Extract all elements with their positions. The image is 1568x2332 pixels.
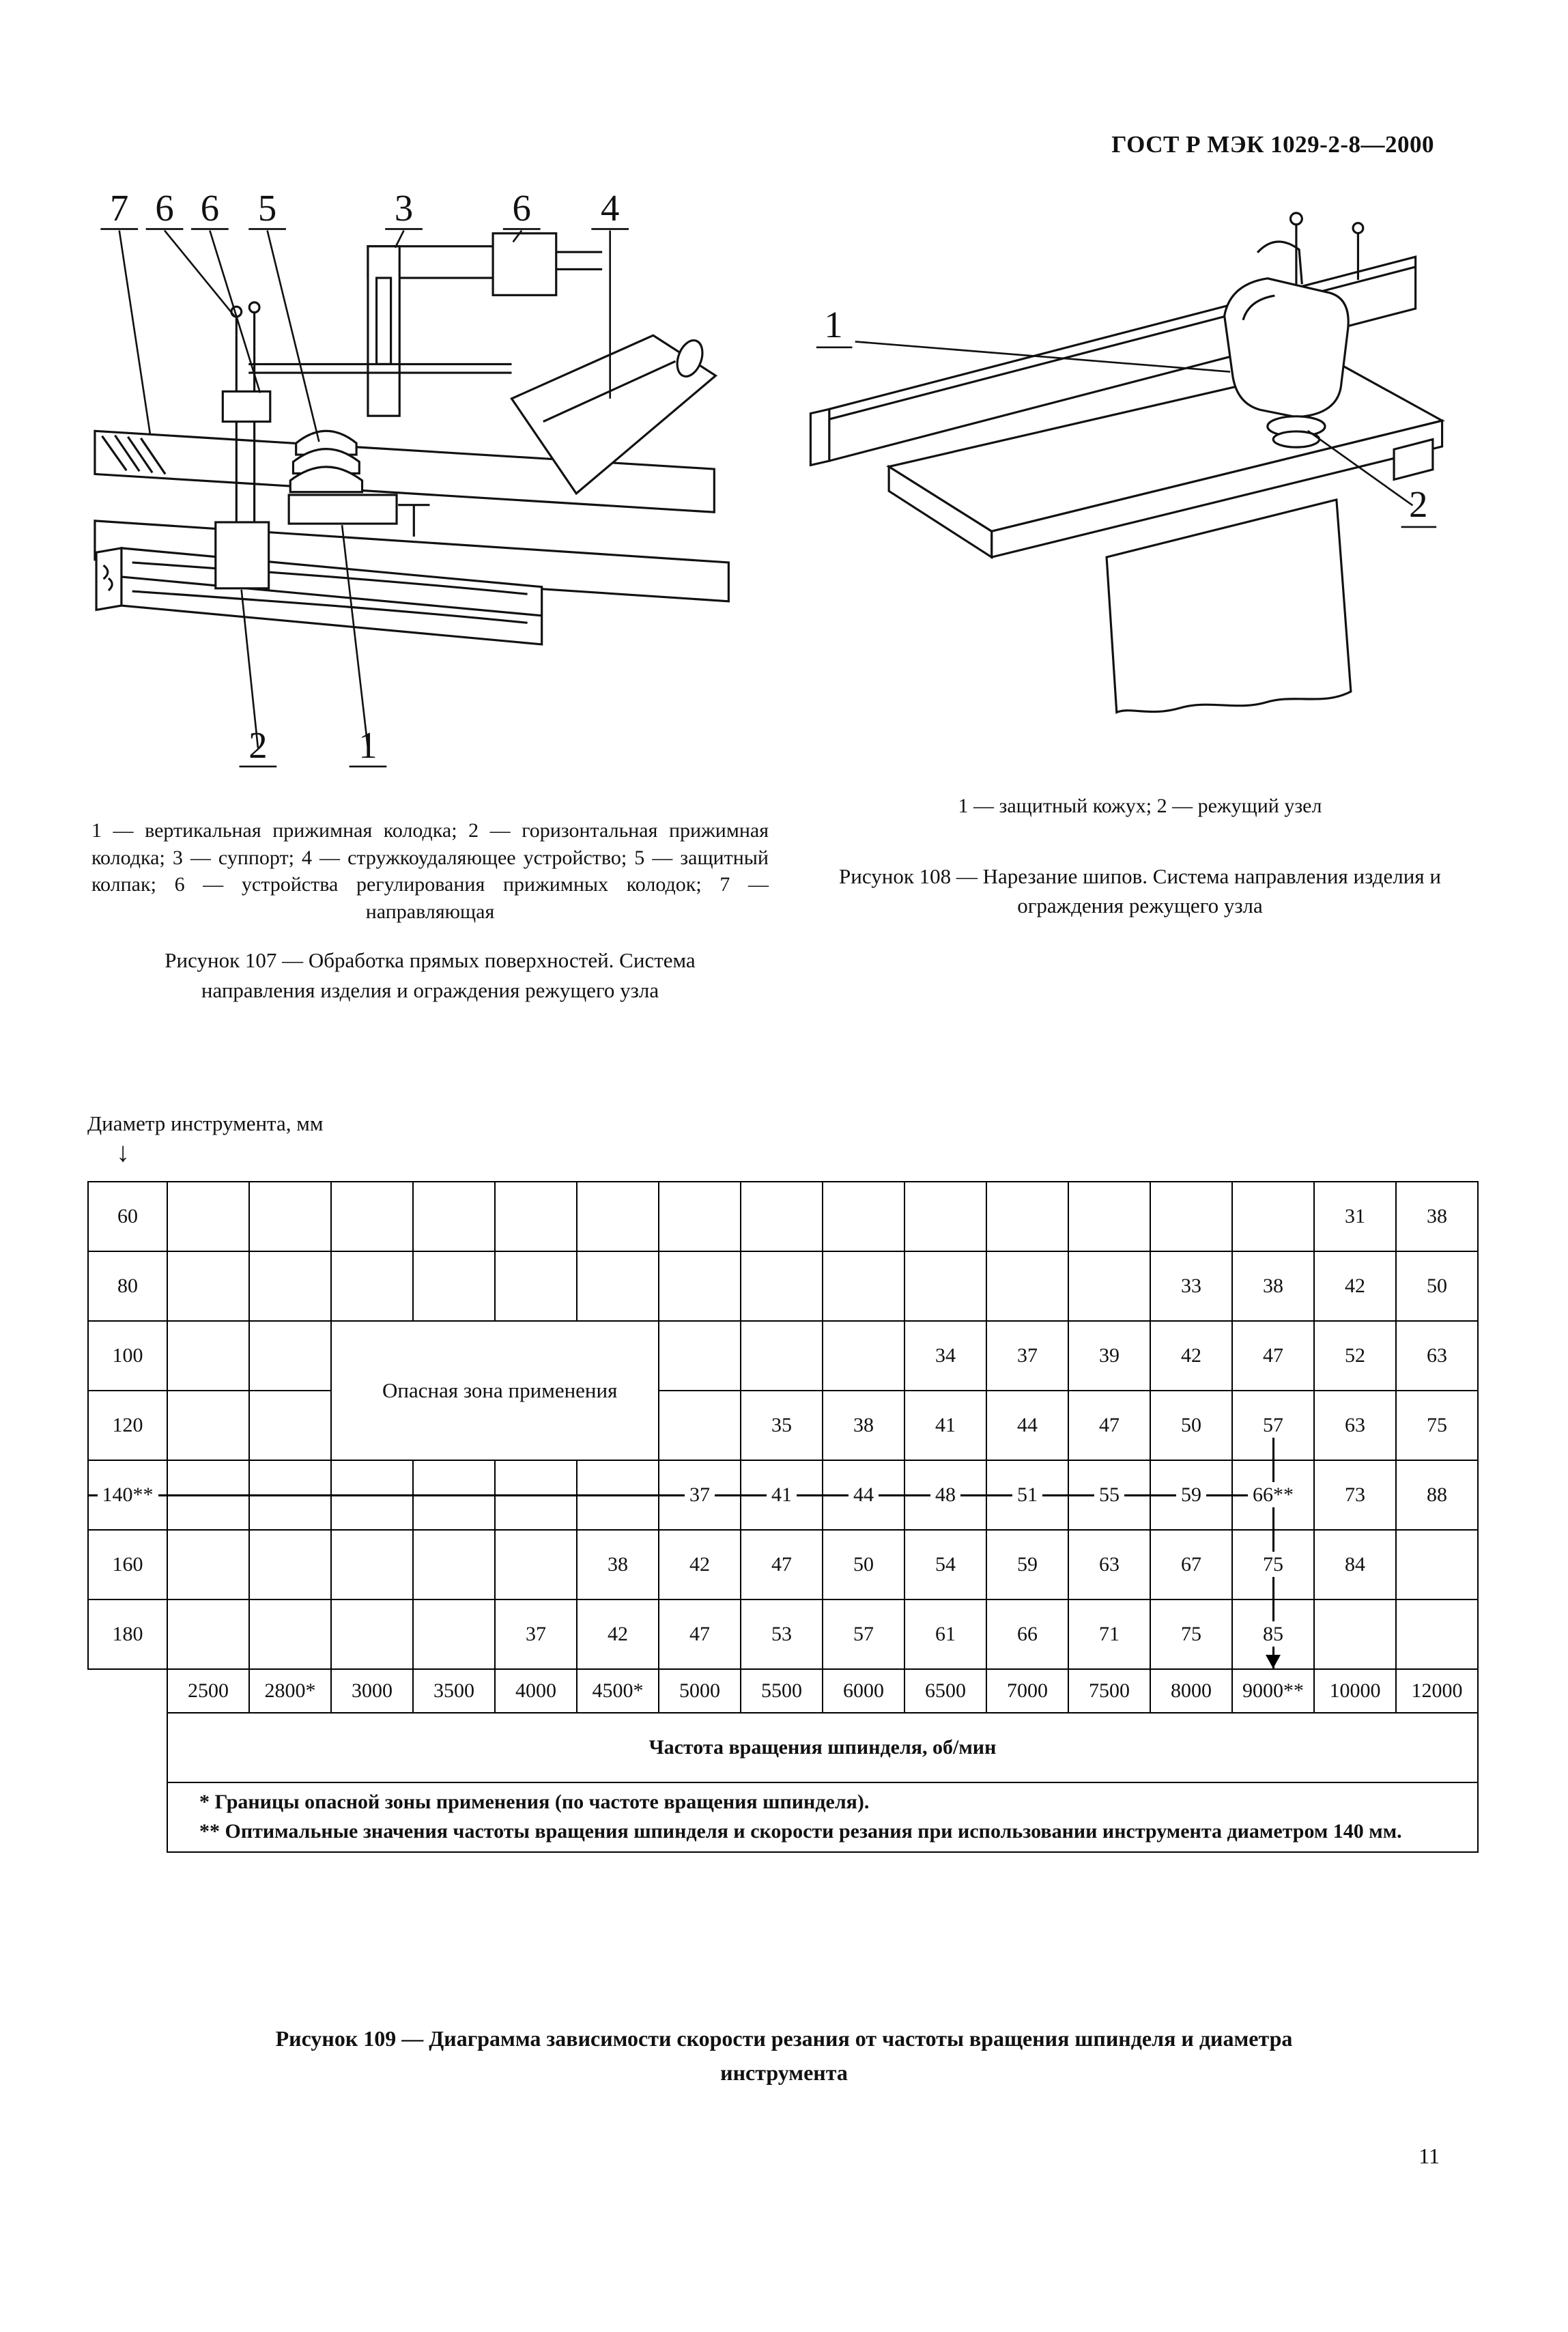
chart-cell (741, 1251, 823, 1321)
figure-107-legend: 1 — вертикальная прижимная колодка; 2 — горизонтальная прижимная колодка; 3 — суппорт; 4 — стружкоудаляющее устройство; 5 — защитный колпак; 6 — устройства регулирования прижимных колодок; 7 — направляющая (91, 819, 769, 923)
chart-cell (249, 1599, 331, 1669)
chart-cell (1068, 1251, 1150, 1321)
chart-cell (495, 1530, 577, 1599)
chart-cell: 42 (577, 1599, 659, 1669)
speed-chart-table (87, 1181, 1479, 1853)
chart-cell: 55 (1068, 1460, 1150, 1530)
chart-cell (823, 1321, 904, 1391)
chart-cell: 88 (1396, 1460, 1478, 1530)
chart-cell (659, 1251, 741, 1321)
speed-cell: 8000 (1150, 1669, 1232, 1713)
diameter-label: 180 (88, 1599, 167, 1669)
figure-107-block (82, 183, 778, 1005)
danger-zone-label: Опасная зона применения (382, 1378, 618, 1403)
figure-108 (792, 199, 1488, 774)
chart-cell (167, 1182, 249, 1251)
chart-cell: 63 (1396, 1321, 1478, 1391)
chart-cell: 42 (1150, 1321, 1232, 1391)
danger-zone-cell (331, 1321, 659, 1460)
chart-cell (823, 1251, 904, 1321)
x-axis-row (88, 1713, 1478, 1782)
speed-cell: 7000 (986, 1669, 1068, 1713)
chart-cell: 48 (904, 1460, 986, 1530)
chart-cell: 50 (1150, 1391, 1232, 1460)
chart-cell (577, 1251, 659, 1321)
chart-cell: 63 (1314, 1391, 1396, 1460)
speed-cell: 5500 (741, 1669, 823, 1713)
chart-cell (495, 1460, 577, 1530)
chart-cell (249, 1182, 331, 1251)
chart-cell: 85 (1232, 1599, 1314, 1669)
chart-cell: 35 (741, 1391, 823, 1460)
speed-cell: 2500 (167, 1669, 249, 1713)
speed-cell: 10000 (1314, 1669, 1396, 1713)
chart-cell (577, 1460, 659, 1530)
chart-cell (413, 1182, 495, 1251)
chart-row (88, 1391, 1478, 1460)
callout-6a: 6 (155, 186, 174, 229)
speed-cell: 9000** (1232, 1669, 1314, 1713)
chart-cell (249, 1530, 331, 1599)
chart-cell: 31 (1314, 1182, 1396, 1251)
chart-cell (249, 1321, 331, 1391)
chart-cell: 41 (741, 1460, 823, 1530)
chart-cell: 44 (823, 1460, 904, 1530)
chart-cell (167, 1251, 249, 1321)
callout-3: 3 (394, 186, 414, 229)
chart-row (88, 1251, 1478, 1321)
chart-cell: 75 (1150, 1599, 1232, 1669)
diameter-label: 80 (88, 1251, 167, 1321)
chart-cell: 52 (1314, 1321, 1396, 1391)
callout-7: 7 (110, 186, 129, 229)
chart-cell: 34 (904, 1321, 986, 1391)
figure-107-drawing (82, 183, 765, 794)
machine-107 (95, 233, 728, 644)
speed-cell: 3500 (413, 1669, 495, 1713)
chart-cell: 47 (659, 1599, 741, 1669)
chart-cell (167, 1599, 249, 1669)
chart-cell (659, 1182, 741, 1251)
footnotes-row (88, 1782, 1478, 1852)
speed-cell: 4500* (577, 1669, 659, 1713)
chart-cell: 47 (1232, 1321, 1314, 1391)
callout-2: 2 (1409, 483, 1428, 526)
chart-cell (986, 1251, 1068, 1321)
chart-cell (167, 1460, 249, 1530)
footnote: ** Оптимальные значения частоты вращения шпинделя и скорости резания при использовании инструмента диаметром 140 мм. (199, 1820, 1402, 1843)
figure-107 (82, 183, 778, 794)
diameter-label: 60 (88, 1182, 167, 1251)
speed-row (88, 1669, 1478, 1713)
speed-cell: 4000 (495, 1669, 577, 1713)
speed-cell: 6000 (823, 1669, 904, 1713)
chart-cell: 38 (823, 1391, 904, 1460)
figure-108-block (778, 183, 1488, 1005)
chart-cell: 67 (1150, 1530, 1232, 1599)
chart-cell: 71 (1068, 1599, 1150, 1669)
chart-cell: 75 (1396, 1391, 1478, 1460)
y-axis-label: Диаметр инструмента, мм (87, 1111, 324, 1135)
chart-cell: 44 (986, 1391, 1068, 1460)
chart-cell: 38 (1396, 1182, 1478, 1251)
chart-cell (167, 1391, 249, 1460)
chart-cell (495, 1251, 577, 1321)
chart-cell: 63 (1068, 1530, 1150, 1599)
down-arrow-icon: ↓ (116, 1137, 130, 1167)
page-number: 11 (1419, 2144, 1440, 2168)
chart-cell: 51 (986, 1460, 1068, 1530)
diameter-label: 160 (88, 1530, 167, 1599)
chart-cell: 57 (1232, 1391, 1314, 1460)
chart-cell: 59 (986, 1530, 1068, 1599)
chart-cell (249, 1460, 331, 1530)
figure-108-drawing (792, 199, 1474, 774)
chart-cell (413, 1251, 495, 1321)
chart-cell: 61 (904, 1599, 986, 1669)
speed-cell: 3000 (331, 1669, 413, 1713)
chart-cell: 37 (986, 1321, 1068, 1391)
figure-109-caption: Рисунок 109 — Диаграмма зависимости скорости резания от частоты вращения шпинделя и диаметра инструмента (275, 2026, 1293, 2085)
chart-cell (823, 1182, 904, 1251)
chart-cell: 50 (823, 1530, 904, 1599)
chart-cell: 50 (1396, 1251, 1478, 1321)
chart-cell (413, 1460, 495, 1530)
figure-108-caption: Рисунок 108 — Нарезание шипов. Система направления изделия и ограждения режущего узла (839, 864, 1441, 918)
chart-cell: 73 (1314, 1460, 1396, 1530)
chart-cell (904, 1251, 986, 1321)
diameter-label: 100 (88, 1321, 167, 1391)
figure-107-caption: Рисунок 107 — Обработка прямых поверхностей. Система направления изделия и ограждения режущего узла (165, 948, 696, 1002)
chart-row (88, 1460, 1478, 1530)
speed-cell: 7500 (1068, 1669, 1150, 1713)
callout-2: 2 (248, 724, 268, 767)
chart-cell: 37 (659, 1460, 741, 1530)
chart-cell (167, 1530, 249, 1599)
chart-cell: 42 (1314, 1251, 1396, 1321)
speed-chart-section (87, 1111, 1480, 1853)
callout-6b: 6 (200, 186, 220, 229)
chart-cell: 37 (495, 1599, 577, 1669)
callout-5: 5 (257, 186, 277, 229)
figure-109-caption-wrap (0, 2022, 1568, 2090)
chart-cell: 39 (1068, 1321, 1150, 1391)
figures-row (82, 183, 1488, 1005)
chart-cell (1396, 1599, 1478, 1669)
figure-108-legend: 1 — защитный кожух; 2 — режущий узел (958, 795, 1322, 817)
diameter-label: 120 (88, 1391, 167, 1460)
document-header: ГОСТ Р МЭК 1029-2-8—2000 (1111, 131, 1434, 158)
chart-cell (413, 1599, 495, 1669)
chart-cell (331, 1251, 413, 1321)
chart-cell (904, 1182, 986, 1251)
chart-cell: 75 (1232, 1530, 1314, 1599)
callout-6c: 6 (512, 186, 531, 229)
chart-cell: 53 (741, 1599, 823, 1669)
speed-cell: 2800* (249, 1669, 331, 1713)
callout-1: 1 (358, 724, 377, 767)
chart-cell: 47 (1068, 1391, 1150, 1460)
arrow-down-icon (1266, 1655, 1281, 1668)
chart-cell: 41 (904, 1391, 986, 1460)
chart-cell (741, 1182, 823, 1251)
speed-cell: 6500 (904, 1669, 986, 1713)
chart-cell (1150, 1182, 1232, 1251)
chart-cell (659, 1321, 741, 1391)
chart-cell: 42 (659, 1530, 741, 1599)
chart-cell: 38 (1232, 1251, 1314, 1321)
chart-cell: 59 (1150, 1460, 1232, 1530)
chart-cell: 47 (741, 1530, 823, 1599)
chart-row (88, 1599, 1478, 1669)
machine-108 (810, 213, 1442, 712)
callout-4: 4 (601, 186, 620, 229)
footnote: * Границы опасной зоны применения (по частоте вращения шпинделя). (199, 1791, 870, 1814)
x-axis-label: Частота вращения шпинделя, об/мин (167, 1713, 1478, 1782)
chart-cell (331, 1599, 413, 1669)
callout-1: 1 (824, 304, 843, 346)
chart-cell (413, 1530, 495, 1599)
chart-cell (1396, 1530, 1478, 1599)
chart-cell (986, 1182, 1068, 1251)
chart-cell (331, 1182, 413, 1251)
chart-cell (167, 1321, 249, 1391)
chart-cell (249, 1391, 331, 1460)
chart-cell (249, 1251, 331, 1321)
speed-cell: 5000 (659, 1669, 741, 1713)
chart-cell: 33 (1150, 1251, 1232, 1321)
chart-cell (331, 1460, 413, 1530)
chart-cell: 66 (986, 1599, 1068, 1669)
speed-cell: 12000 (1396, 1669, 1478, 1713)
chart-cell (1314, 1599, 1396, 1669)
chart-cell (1068, 1182, 1150, 1251)
chart-cell (577, 1182, 659, 1251)
chart-cell: 57 (823, 1599, 904, 1669)
chart-cell (1232, 1182, 1314, 1251)
chart-cell: 66** (1232, 1460, 1314, 1530)
diameter-label: 140** (88, 1460, 167, 1530)
footnotes-cell (167, 1782, 1478, 1852)
chart-cell: 84 (1314, 1530, 1396, 1599)
chart-row (88, 1182, 1478, 1251)
chart-cell (495, 1182, 577, 1251)
chart-cell: 38 (577, 1530, 659, 1599)
chart-cell (741, 1321, 823, 1391)
chart-row (88, 1530, 1478, 1599)
chart-row (88, 1321, 1478, 1391)
chart-cell (331, 1530, 413, 1599)
chart-cell (659, 1391, 741, 1460)
chart-cell: 54 (904, 1530, 986, 1599)
